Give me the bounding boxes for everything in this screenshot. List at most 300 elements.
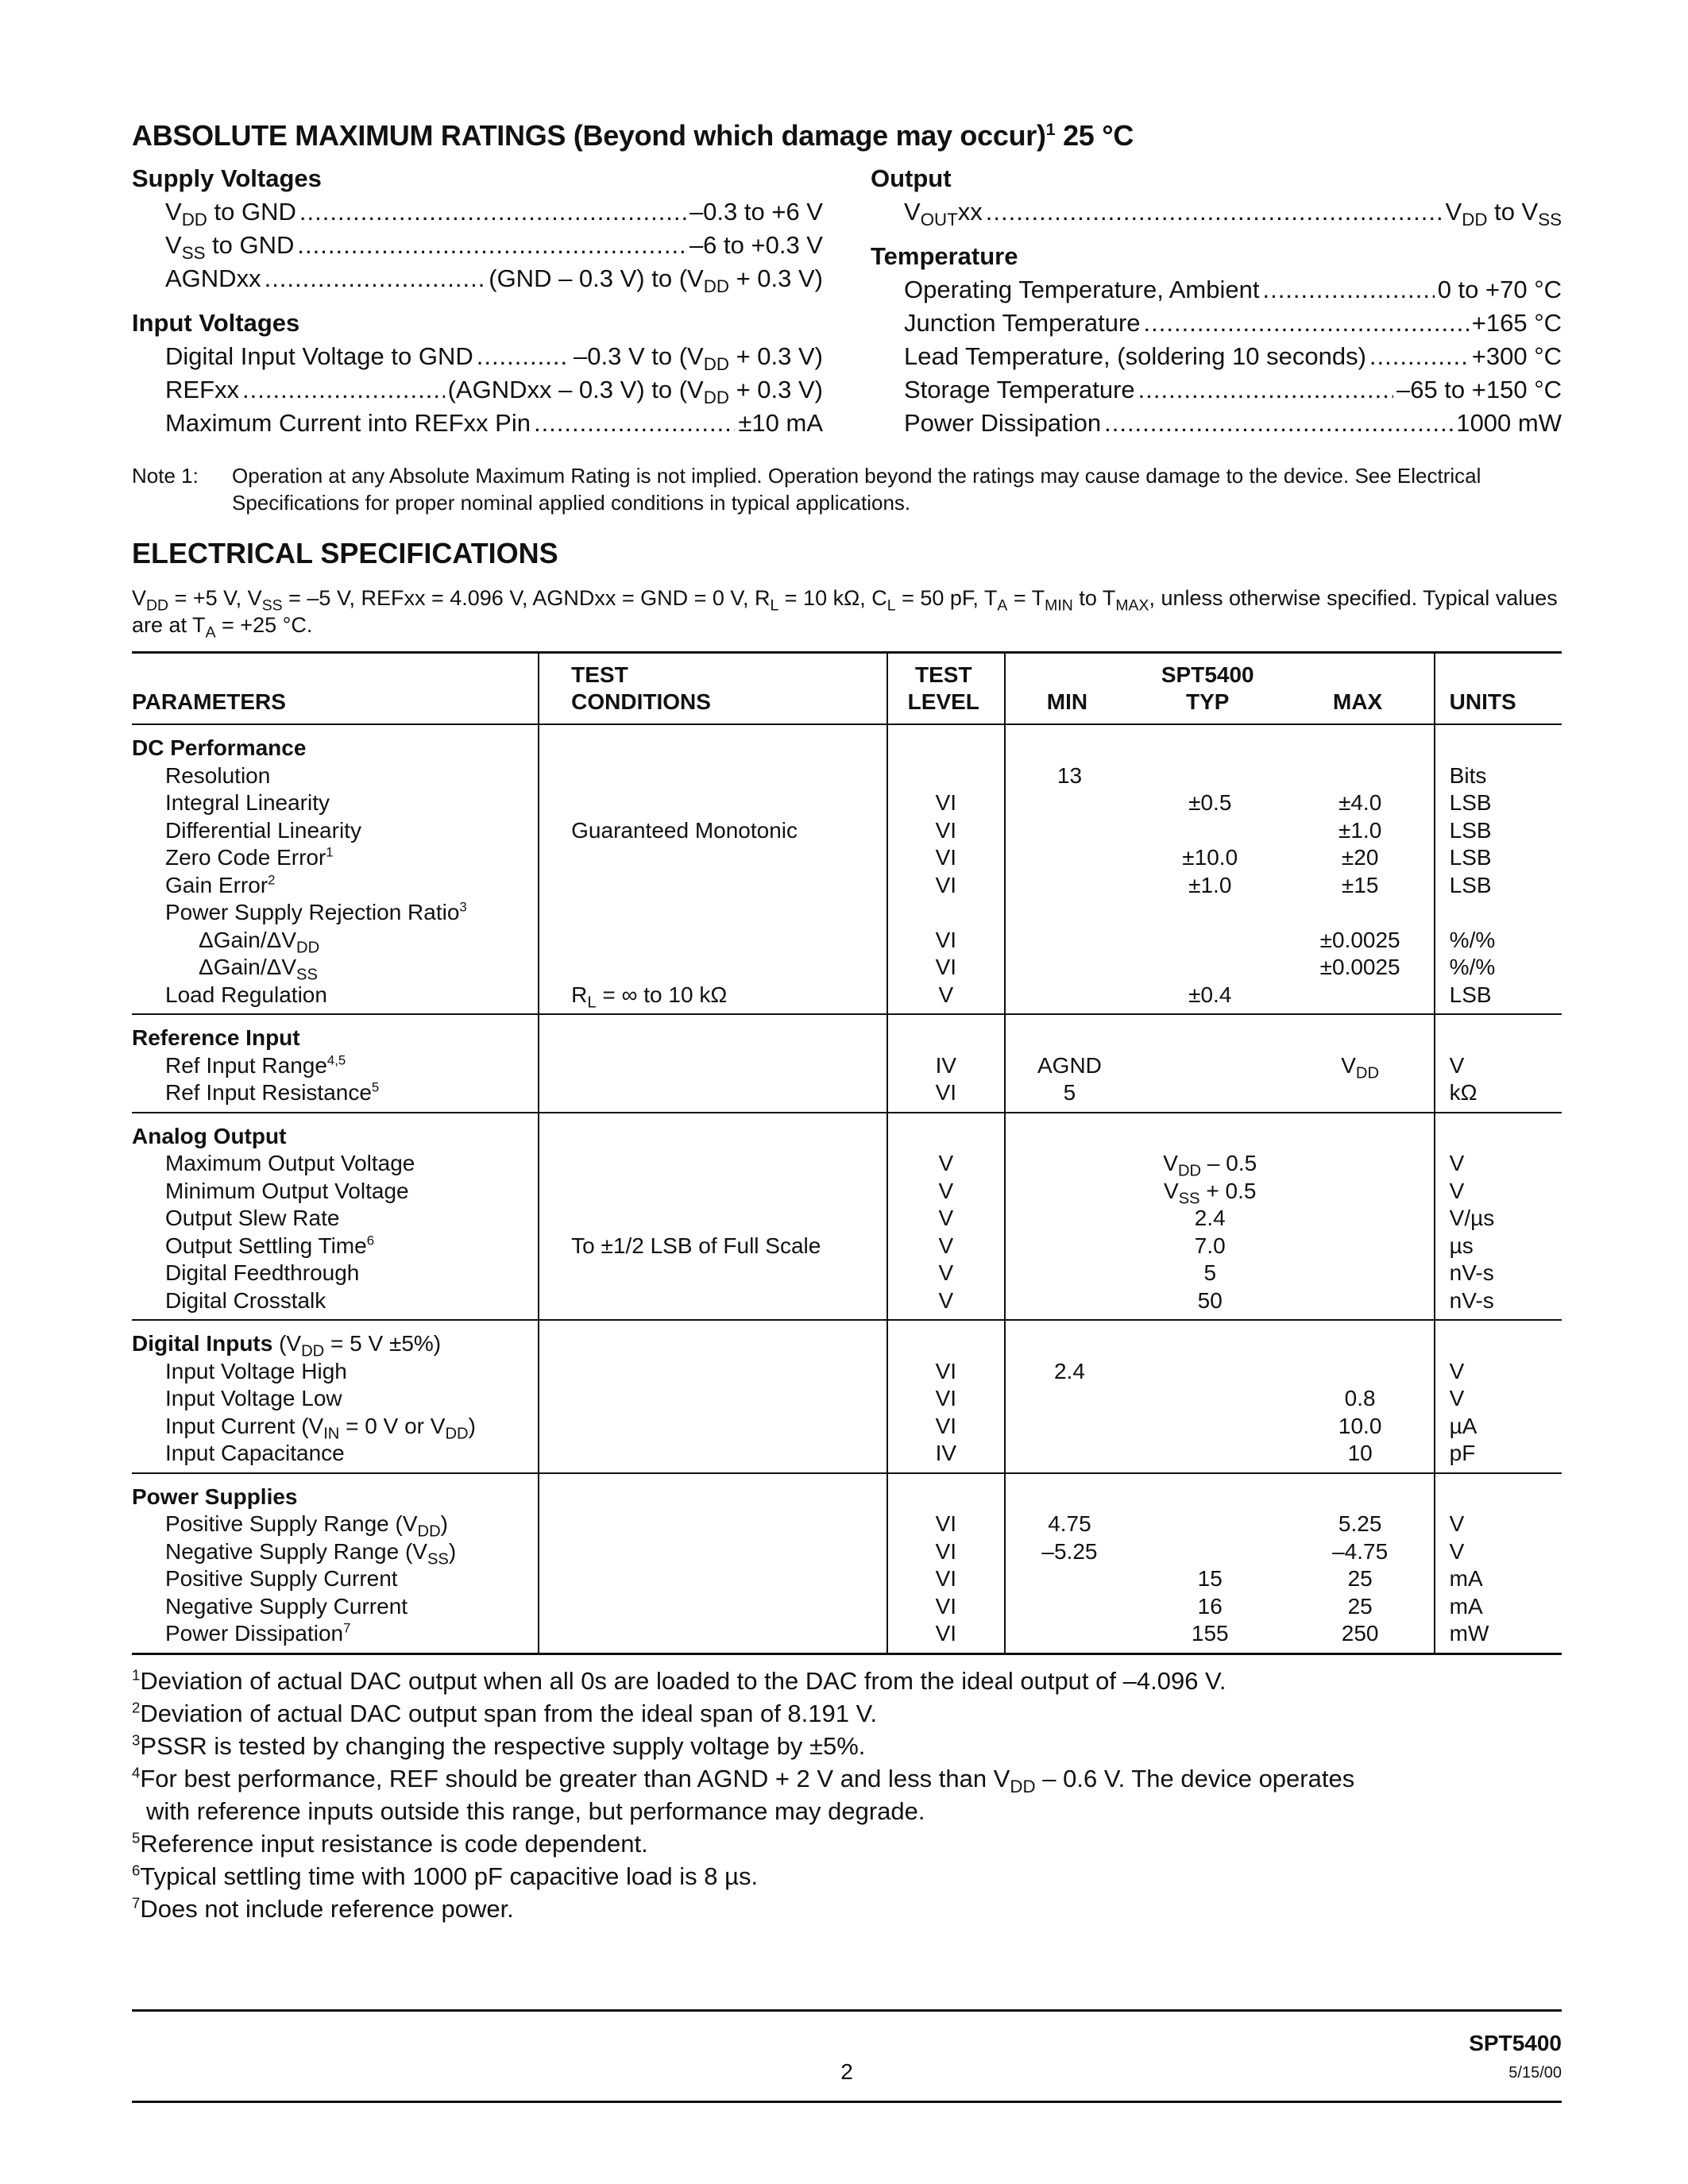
table-value xyxy=(1006,1150,1134,1178)
min-cell xyxy=(1005,1113,1134,1321)
typ-cell xyxy=(1134,1473,1287,1654)
spacer xyxy=(1006,1024,1134,1052)
spacer xyxy=(1006,1330,1134,1358)
table-value: kΩ xyxy=(1449,1080,1477,1105)
table-value xyxy=(888,899,1004,927)
footnote-text: Typical settling time with 1000 pF capacitive load is 8 µs. xyxy=(140,1862,759,1890)
table-value xyxy=(571,1052,886,1080)
spacer xyxy=(1287,735,1434,762)
table-value: LSB xyxy=(1449,845,1492,870)
max-cell xyxy=(1287,1473,1435,1654)
spacer xyxy=(1006,1484,1134,1511)
table-value xyxy=(1006,954,1134,982)
table-value xyxy=(1006,982,1134,1009)
table-value: %/% xyxy=(1449,955,1496,979)
table-value xyxy=(1006,1287,1134,1315)
table-value: LSB xyxy=(1449,817,1492,843)
table-value: 10 xyxy=(1347,1441,1373,1465)
dot-leader xyxy=(1144,307,1469,340)
spacer xyxy=(571,1484,886,1511)
rating-value: +165 °C xyxy=(1471,309,1562,337)
table-value: Negative Supply Current xyxy=(165,1593,408,1619)
table-value: V xyxy=(1449,1358,1465,1383)
table-value xyxy=(1287,1150,1434,1178)
rating-label: Power Dissipation xyxy=(904,409,1102,437)
header-test-level: TEST LEVEL xyxy=(887,653,1005,725)
spacer xyxy=(1006,735,1134,762)
table-value xyxy=(571,1287,886,1315)
table-value: 13 xyxy=(1056,762,1083,788)
table-value xyxy=(571,1593,886,1621)
table-value: VI xyxy=(935,1358,957,1383)
dot-leader xyxy=(1138,373,1393,407)
table-value: ±20 xyxy=(1341,845,1379,870)
spacer xyxy=(888,1123,1004,1151)
table-value: pF xyxy=(1449,1441,1476,1465)
table-value xyxy=(571,1358,886,1386)
table-value: 2.4 xyxy=(1194,1206,1226,1230)
table-value xyxy=(571,927,886,955)
rating-value: +300 °C xyxy=(1471,342,1562,370)
table-value xyxy=(1134,762,1287,790)
table-value xyxy=(1006,1233,1134,1260)
table-value xyxy=(571,1079,886,1107)
dot-leader xyxy=(297,229,686,262)
table-value xyxy=(1006,789,1134,817)
table-value: ±4.0 xyxy=(1338,790,1382,815)
dot-leader xyxy=(1262,273,1434,307)
footnote-5 xyxy=(132,1827,1562,1860)
table-value xyxy=(1287,982,1434,1009)
page-footer xyxy=(132,2009,1562,2103)
table-value xyxy=(1006,1385,1134,1413)
units-cell xyxy=(1435,1473,1562,1654)
rating-row xyxy=(132,262,823,295)
rating-label: $V_{OUT}xx$ xyxy=(904,198,983,230)
table-value xyxy=(1134,1440,1287,1468)
rating-value: –0.3 V to ($V_{DD} + 0.3$ V) xyxy=(574,342,823,375)
section-title: Power Supplies xyxy=(132,1484,298,1509)
section-title: Analog Output xyxy=(132,1123,287,1148)
footnote-number: 5 xyxy=(132,1829,141,1846)
footnote-1 xyxy=(132,1665,1562,1697)
page-number: 2 xyxy=(840,2059,853,2084)
table-value xyxy=(1450,899,1562,927)
min-cell xyxy=(1005,1320,1134,1473)
table-value xyxy=(571,899,886,927)
table-value: Negative Supply Range $(V_{SS})$ xyxy=(165,1538,457,1569)
table-value xyxy=(571,1440,886,1468)
min-cell xyxy=(1005,1014,1134,1113)
table-value xyxy=(1287,1205,1434,1233)
table-value xyxy=(1006,1413,1134,1441)
test-level-cell xyxy=(887,724,1005,1014)
table-value: 155 xyxy=(1191,1621,1229,1646)
table-value xyxy=(571,844,886,872)
dot-leader xyxy=(242,373,445,407)
spacer xyxy=(1134,1123,1287,1151)
table-value: %/% xyxy=(1449,927,1496,952)
table-value: V xyxy=(938,1151,954,1175)
spacer xyxy=(1450,1123,1562,1151)
table-value xyxy=(1006,844,1134,872)
footnote-number: 6 xyxy=(132,1862,141,1879)
footnote-text: Deviation of actual DAC output when all 0s are loaded to the DAC from the ideal output of –4.096 V. xyxy=(140,1666,1226,1695)
table-value: VI xyxy=(935,1413,957,1438)
table-value xyxy=(1134,1358,1287,1386)
table-value xyxy=(888,762,1004,790)
dot-leader xyxy=(265,262,486,295)
table-value xyxy=(571,1260,886,1287)
rating-row xyxy=(132,195,823,229)
page xyxy=(132,119,1562,1925)
header-test-conditions: TEST CONDITIONS xyxy=(539,653,886,725)
table-value: Bits xyxy=(1449,762,1487,788)
table-value: V xyxy=(938,982,954,1007)
table-value xyxy=(1287,1287,1434,1315)
test-conditions-cell xyxy=(539,1473,886,1654)
spec-table xyxy=(132,651,1562,1655)
section-title: DC Performance xyxy=(132,735,307,760)
table-value xyxy=(1134,1079,1287,1107)
table-value xyxy=(571,762,886,790)
footnote-number: 2 xyxy=(132,1699,141,1716)
amr-ratings xyxy=(132,162,1562,451)
table-value: 50 xyxy=(1197,1287,1223,1313)
section-title: Reference Input xyxy=(132,1025,300,1050)
spacer xyxy=(888,735,1004,762)
spec-section-1 xyxy=(132,1014,1562,1113)
table-value: Positive Supply Range $(V_{DD})$ xyxy=(165,1511,448,1541)
typ-cell xyxy=(1134,1320,1287,1473)
footnote-3 xyxy=(132,1730,1562,1762)
table-value: Digital Feedthrough xyxy=(165,1260,360,1285)
table-value: V xyxy=(1449,1151,1465,1175)
table-value xyxy=(1006,1178,1134,1206)
rating-group-title: Output xyxy=(871,164,952,192)
table-value: VI xyxy=(935,955,957,979)
section-title: Digital Inputs ($V_{DD} = 5$ V ±5%) xyxy=(132,1331,442,1360)
dot-leader xyxy=(1369,340,1469,373)
left-group-1 xyxy=(132,307,823,440)
spacer xyxy=(1006,1123,1134,1151)
rating-row xyxy=(871,407,1562,440)
footnotes xyxy=(132,1665,1562,1925)
spacer xyxy=(571,1024,886,1052)
table-value xyxy=(1287,762,1434,790)
max-cell xyxy=(1287,1320,1435,1473)
es-title: ELECTRICAL SPECIFICATIONS xyxy=(132,537,558,569)
table-value: VI xyxy=(935,1386,957,1410)
rating-row xyxy=(132,373,823,407)
rating-label: $V_{SS}$ to GND xyxy=(165,231,295,264)
max-cell xyxy=(1287,724,1435,1014)
spacer xyxy=(571,1330,886,1358)
rating-value: –6 to +0.3 V xyxy=(689,231,823,259)
table-value: 25 xyxy=(1347,1566,1373,1591)
table-value: VI xyxy=(935,817,957,843)
table-value xyxy=(571,1205,886,1233)
table-value: Power Supply Rejection Ratio$^3$ xyxy=(165,899,467,924)
parameter-cell xyxy=(132,724,539,1014)
table-value: VI xyxy=(935,927,957,952)
footnote-text: Deviation of actual DAC output span from the ideal span of 8.191 V. xyxy=(140,1699,878,1727)
table-value: nV-s xyxy=(1449,1287,1494,1313)
spacer xyxy=(1450,1484,1562,1511)
table-value: $R_L$ = ∞ to 10 kΩ xyxy=(571,982,728,1012)
table-value: 16 xyxy=(1197,1593,1223,1619)
footnote-4 xyxy=(132,1762,1562,1827)
units-cell xyxy=(1435,1320,1562,1473)
table-value xyxy=(1134,1413,1287,1441)
table-value: nV-s xyxy=(1449,1260,1494,1285)
spec-section-2 xyxy=(132,1113,1562,1321)
spec-header-row xyxy=(132,653,1562,725)
table-value xyxy=(571,1511,886,1538)
rating-row xyxy=(871,273,1562,307)
test-level-cell xyxy=(887,1014,1005,1113)
table-value: VI xyxy=(935,1621,957,1646)
table-value: V xyxy=(1449,1538,1465,1564)
table-value: V xyxy=(1449,1511,1465,1536)
table-value: Input Voltage High xyxy=(165,1358,347,1383)
spacer xyxy=(1134,735,1287,762)
rating-value: (GND – 0.3 V) to ($V_{DD} + 0.3$ V) xyxy=(489,264,823,297)
rating-value: $V_{DD}$ to $V_{SS}$ xyxy=(1445,198,1562,230)
table-value xyxy=(1287,1358,1434,1386)
spec-section-3 xyxy=(132,1320,1562,1473)
table-value: ±1.0 xyxy=(1188,872,1232,897)
spacer xyxy=(1450,1024,1562,1052)
footnote-number: 3 xyxy=(132,1731,141,1749)
table-value: V xyxy=(938,1206,954,1230)
table-value: $V_{SS} + 0.5$ xyxy=(1164,1178,1257,1208)
table-value: 0.8 xyxy=(1344,1386,1376,1410)
header-min: MIN xyxy=(1005,653,1134,725)
rating-value: (AGNDxx – 0.3 V) to ($V_{DD} + 0.3$ V) xyxy=(447,376,823,408)
table-value xyxy=(1006,1620,1134,1648)
table-value: Load Regulation xyxy=(165,982,327,1007)
footnote-6 xyxy=(132,1860,1562,1893)
table-value xyxy=(1134,899,1287,927)
table-value xyxy=(1006,1565,1134,1593)
table-value: ±10.0 xyxy=(1182,845,1238,870)
table-value: VI xyxy=(935,1593,957,1619)
table-value: Integral Linearity xyxy=(165,790,330,815)
rating-label: Digital Input Voltage to GND xyxy=(165,342,473,370)
test-conditions-cell xyxy=(539,1320,886,1473)
table-value: ±1.0 xyxy=(1338,817,1382,843)
test-level-cell xyxy=(887,1473,1005,1654)
footnote-text-cont: with reference inputs outside this range, but performance may degrade. xyxy=(146,1796,925,1825)
table-value xyxy=(571,789,886,817)
table-value: 5.25 xyxy=(1338,1511,1382,1536)
table-value xyxy=(1134,817,1287,845)
table-value: LSB xyxy=(1449,790,1492,815)
note-text: Operation at any Absolute Maximum Rating is not implied. Operation beyond the ratings may cause damage to the device. See Electrical Specifications for proper nominal applied conditions in typical applications. xyxy=(232,464,1481,515)
table-value: ΔGain/$\Delta V_{SS}$ xyxy=(199,955,318,984)
right-group-0 xyxy=(871,162,1562,229)
table-value: V/µs xyxy=(1449,1206,1495,1230)
typ-cell xyxy=(1134,1014,1287,1113)
dot-leader xyxy=(534,407,735,440)
table-value: Resolution xyxy=(165,762,271,788)
table-value: Guaranteed Monotonic xyxy=(571,817,798,843)
table-value: 15 xyxy=(1197,1566,1223,1591)
rating-label: Maximum Current into REFxx Pin xyxy=(165,409,531,437)
spacer xyxy=(888,1024,1004,1052)
spacer xyxy=(1134,1484,1287,1511)
table-value: VI xyxy=(935,1080,957,1105)
table-value: Positive Supply Current xyxy=(165,1566,398,1591)
table-value: LSB xyxy=(1449,872,1492,897)
table-value xyxy=(1134,1538,1287,1566)
footnote-text: Does not include reference power. xyxy=(140,1894,514,1923)
footnote-text: For best performance, REF should be greater than AGND + 2 V and less than $V_{DD} - 0.6$ V. The device operates xyxy=(140,1764,1355,1796)
table-value: LSB xyxy=(1449,982,1492,1007)
min-cell xyxy=(1005,724,1134,1014)
table-value: 10.0 xyxy=(1338,1413,1382,1438)
typ-cell xyxy=(1134,1113,1287,1321)
max-cell xyxy=(1287,1113,1435,1321)
right-group-1 xyxy=(871,240,1562,440)
spacer xyxy=(1287,1484,1434,1511)
dot-leader xyxy=(986,195,1443,229)
table-value: VI xyxy=(935,1566,957,1591)
rating-value: ±10 mA xyxy=(738,409,823,437)
table-value xyxy=(571,1385,886,1413)
note-1 xyxy=(132,462,1562,516)
table-value: µs xyxy=(1449,1233,1474,1258)
table-value xyxy=(1134,1052,1287,1080)
note-label: Note 1: xyxy=(132,464,199,488)
table-value: Zero Code Error$^1$ xyxy=(165,844,334,870)
footnote-text: PSSR is tested by changing the respective supply voltage by ±5%. xyxy=(140,1731,866,1760)
table-value xyxy=(1287,1233,1434,1260)
units-cell xyxy=(1435,724,1562,1014)
table-value: mA xyxy=(1449,1566,1483,1591)
rating-row xyxy=(871,307,1562,340)
rating-row xyxy=(871,195,1562,229)
table-value: Digital Crosstalk xyxy=(165,1287,326,1313)
dot-leader xyxy=(299,195,686,229)
table-value: Ref Input Range$^{4,5}$ xyxy=(165,1052,346,1078)
table-value: 5 xyxy=(1063,1080,1076,1105)
table-value: V xyxy=(938,1287,954,1313)
table-value: $V_{DD} - 0.5$ xyxy=(1163,1151,1257,1180)
rating-row xyxy=(132,407,823,440)
rating-value: –65 to +150 °C xyxy=(1396,376,1562,403)
rating-label: Operating Temperature, Ambient xyxy=(904,276,1260,303)
table-value: 25 xyxy=(1347,1593,1373,1619)
table-value: Input Voltage Low xyxy=(165,1386,342,1410)
table-value: µA xyxy=(1449,1413,1477,1438)
amr-left-column xyxy=(132,162,823,451)
table-value: mW xyxy=(1449,1621,1489,1646)
spacer xyxy=(571,735,886,762)
footnote-text: Reference input resistance is code dependent. xyxy=(140,1829,648,1858)
table-value xyxy=(1006,872,1134,900)
table-value xyxy=(571,872,886,900)
table-value: Maximum Output Voltage xyxy=(165,1151,415,1175)
table-value: V xyxy=(938,1178,954,1203)
test-level-cell xyxy=(887,1320,1005,1473)
parameter-cell xyxy=(132,1113,539,1321)
test-conditions-cell xyxy=(539,1014,886,1113)
units-cell xyxy=(1435,1113,1562,1321)
table-value: IV xyxy=(935,1052,957,1078)
table-value xyxy=(1287,1079,1434,1107)
table-value xyxy=(571,1565,886,1593)
table-value xyxy=(1134,1385,1287,1413)
table-value: V xyxy=(1449,1178,1465,1203)
rating-value: –0.3 to +6 V xyxy=(689,198,823,226)
table-value: –4.75 xyxy=(1332,1538,1389,1564)
table-value: Differential Linearity xyxy=(165,817,361,843)
header-typ: SPT5400 TYP xyxy=(1134,653,1287,725)
spacer xyxy=(1287,1123,1434,1151)
doc-name: SPT5400 xyxy=(1469,2031,1562,2055)
rating-row xyxy=(871,373,1562,407)
table-value: 7.0 xyxy=(1194,1233,1226,1258)
table-value: VI xyxy=(935,1538,957,1564)
rating-group-title: Temperature xyxy=(871,242,1018,270)
table-value: VI xyxy=(935,790,957,815)
parameter-cell xyxy=(132,1320,539,1473)
rating-label: $V_{DD}$ to GND xyxy=(165,198,296,230)
table-value xyxy=(1006,899,1134,927)
footnote-number: 4 xyxy=(132,1764,141,1781)
table-value: ±0.5 xyxy=(1188,790,1232,815)
spacer xyxy=(1134,1024,1287,1052)
spacer xyxy=(888,1330,1004,1358)
table-value: IV xyxy=(935,1441,957,1465)
test-conditions-cell xyxy=(539,724,886,1014)
table-value: Input Capacitance xyxy=(165,1441,345,1465)
table-value: 5 xyxy=(1203,1260,1217,1285)
table-value: –5.25 xyxy=(1041,1538,1098,1564)
section-title-note: ($V_{DD} = 5$ V ±5%) xyxy=(272,1331,442,1360)
table-value xyxy=(571,1150,886,1178)
table-value: V xyxy=(1449,1386,1465,1410)
dot-leader xyxy=(1104,407,1453,440)
table-value: Gain Error$^2$ xyxy=(165,872,276,897)
spacer xyxy=(571,1123,886,1151)
table-value xyxy=(1006,927,1134,955)
table-value: ±15 xyxy=(1341,872,1379,897)
rating-label: Junction Temperature xyxy=(904,309,1141,337)
table-value xyxy=(1006,1440,1134,1468)
rating-row xyxy=(871,340,1562,373)
table-value: ±0.0025 xyxy=(1319,955,1400,979)
table-value: 2.4 xyxy=(1053,1358,1085,1383)
table-value: Output Slew Rate xyxy=(165,1206,340,1230)
table-value: VI xyxy=(935,872,957,897)
typ-cell xyxy=(1134,724,1287,1014)
table-value xyxy=(1287,1178,1434,1206)
rating-value: 1000 mW xyxy=(1456,409,1562,437)
header-parameters: PARAMETERS xyxy=(132,653,539,725)
table-value: V xyxy=(938,1260,954,1285)
table-value xyxy=(571,1413,886,1441)
table-value: Input Current ($V_{IN} = 0$ V or $V_{DD}$) xyxy=(165,1413,476,1443)
table-value: 4.75 xyxy=(1048,1511,1091,1536)
table-value: 250 xyxy=(1341,1621,1379,1646)
rating-value: 0 to +70 °C xyxy=(1437,276,1562,303)
amr-right-column xyxy=(871,162,1562,451)
table-value xyxy=(1006,817,1134,845)
table-value: VI xyxy=(935,1511,957,1536)
